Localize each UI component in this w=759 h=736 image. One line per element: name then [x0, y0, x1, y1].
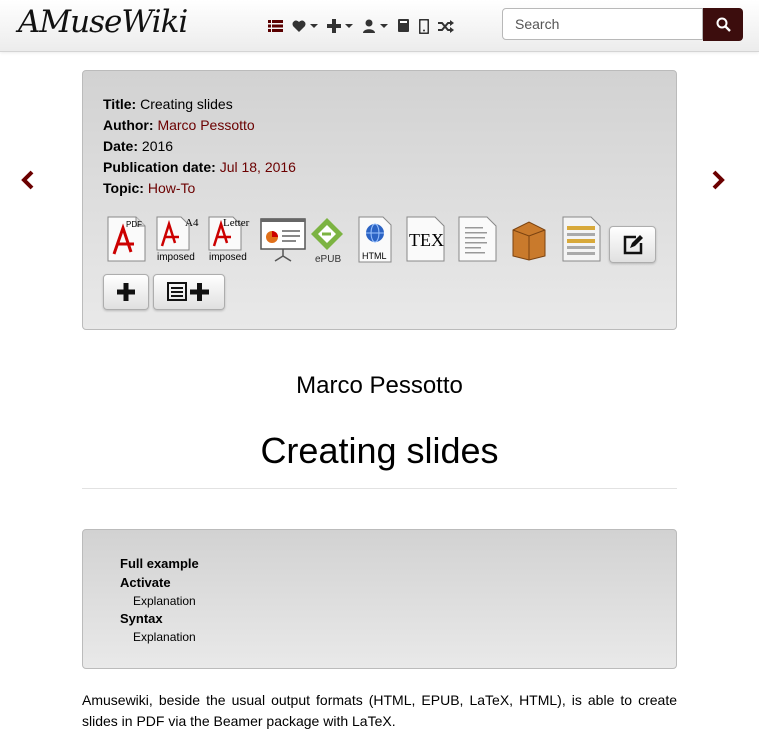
- toc-item-explanation[interactable]: Explanation: [133, 630, 196, 644]
- author-link[interactable]: Marco Pessotto: [157, 117, 255, 133]
- user-menu[interactable]: [362, 19, 388, 33]
- table-of-contents: [82, 529, 677, 669]
- tex-download-icon[interactable]: [405, 216, 445, 267]
- add-list-button[interactable]: [153, 274, 225, 310]
- chevron-right-icon: [710, 170, 726, 190]
- pdf-a4-imposed-icon[interactable]: [155, 216, 201, 267]
- html-download-icon[interactable]: [357, 216, 393, 271]
- svg-text:PDF: PDF: [126, 220, 142, 229]
- random-icon[interactable]: [438, 20, 454, 33]
- svg-text:Letter: Letter: [223, 217, 250, 229]
- chevron-left-icon: [20, 170, 36, 190]
- epub-download-icon[interactable]: [309, 216, 345, 271]
- svg-text:imposed: imposed: [209, 252, 247, 262]
- heart-icon: [292, 20, 306, 33]
- previous-text-arrow[interactable]: [20, 170, 36, 195]
- add-to-bookbuilder-button[interactable]: [103, 274, 149, 310]
- list-icon[interactable]: [268, 19, 283, 33]
- page-title: Creating slides: [260, 430, 499, 471]
- user-icon: [362, 19, 376, 33]
- svg-text:imposed: imposed: [157, 252, 195, 262]
- source-archive-download-icon[interactable]: [509, 216, 549, 267]
- mobile-icon[interactable]: [419, 19, 429, 34]
- search-button[interactable]: [703, 8, 743, 41]
- edit-text-button[interactable]: [609, 226, 656, 263]
- svg-text:A4: A4: [185, 217, 199, 229]
- svg-text:ePUB: ePUB: [315, 254, 342, 265]
- list-add-icon: [167, 282, 211, 302]
- search-input[interactable]: [502, 8, 703, 40]
- odt-download-icon[interactable]: [561, 216, 601, 267]
- text-info-box: [82, 70, 677, 330]
- topic-link[interactable]: How-To: [147, 180, 196, 196]
- chevron-down-icon: [345, 24, 353, 28]
- meta-author: Author: Marco Pessotto: [103, 117, 255, 133]
- meta-topic: Topic: How-To: [103, 180, 196, 196]
- publication-date-link[interactable]: Jul 18, 2016: [219, 159, 296, 175]
- text-metadata: [103, 94, 296, 199]
- edit-icon: [622, 234, 644, 256]
- book-icon[interactable]: [397, 19, 410, 33]
- toc-item-explanation[interactable]: Explanation: [133, 594, 196, 608]
- search-icon: [716, 17, 731, 32]
- nav-icons: [268, 14, 463, 38]
- pdf-letter-imposed-icon[interactable]: [207, 216, 255, 267]
- plus-icon: [117, 283, 135, 301]
- plus-icon: [327, 19, 341, 33]
- meta-publication-date: Publication date: Jul 18, 2016: [103, 159, 296, 175]
- svg-text:HTML: HTML: [362, 251, 387, 261]
- heart-menu[interactable]: [292, 20, 318, 33]
- chevron-down-icon: [380, 24, 388, 28]
- next-text-arrow[interactable]: [710, 170, 726, 195]
- intro-paragraph: Amusewiki, beside the usual output formats (HTML, EPUB, LaTeX, HTML), is able to create slides in PDF via the Beamer package with LaTeX.: [82, 692, 677, 729]
- svg-text:TEX: TEX: [409, 230, 444, 250]
- pdf-download-icon[interactable]: [106, 216, 146, 267]
- toc-item-activate[interactable]: Activate: [120, 575, 171, 590]
- toc-item-syntax[interactable]: Syntax: [120, 611, 163, 626]
- slides-download-icon[interactable]: [260, 216, 306, 267]
- site-logo[interactable]: AMuseWiki: [18, 4, 188, 40]
- meta-date: Date: 2016: [103, 138, 174, 154]
- toc-item-full-example[interactable]: Full example: [120, 556, 199, 571]
- meta-title: Title: Creating slides: [103, 96, 233, 112]
- text-author-heading: Marco Pessotto: [296, 372, 463, 399]
- chevron-down-icon: [310, 24, 318, 28]
- top-navbar: [0, 0, 759, 52]
- plus-menu[interactable]: [327, 19, 353, 33]
- divider: [82, 488, 677, 489]
- plain-text-download-icon[interactable]: [457, 216, 497, 267]
